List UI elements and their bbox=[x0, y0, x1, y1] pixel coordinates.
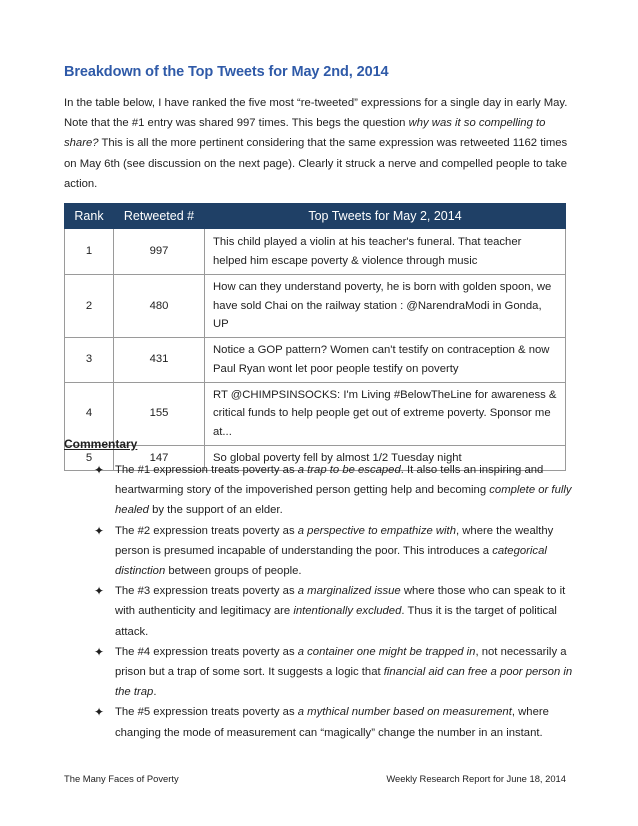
text-run: . It also tells an inspiring and heartwarming story of the impoverished person getting help and becoming bbox=[115, 464, 544, 497]
text-run: The #1 expression treats poverty as bbox=[115, 464, 298, 476]
list-item bbox=[64, 702, 574, 742]
header-top-tweets: Top Tweets for May 2, 2014 bbox=[205, 204, 566, 229]
tweet-text-cell: This child played a violin at his teacher's funeral. That teacher helped him escape poverty & violence through music bbox=[205, 229, 566, 275]
italic-run: financial aid can free a poor person in the trap bbox=[115, 666, 573, 699]
tweet-text-cell: Notice a GOP pattern? Women can't testify on contraception & now Paul Ryan wont let poor people testify on poverty bbox=[205, 337, 566, 382]
list-item bbox=[64, 521, 574, 582]
retweet-count-cell: 431 bbox=[114, 337, 205, 382]
rank-cell: 4 bbox=[65, 382, 114, 445]
table-row bbox=[65, 382, 566, 445]
table-row bbox=[65, 275, 566, 338]
italic-run: a marginalized issue bbox=[297, 585, 401, 598]
list-item bbox=[64, 460, 574, 521]
commentary-list bbox=[64, 460, 574, 743]
rank-cell: 2 bbox=[65, 275, 114, 338]
text-run: , where the wealthy person is presumed incapable of understanding the poor. This introduces a bbox=[115, 524, 554, 557]
four-pointed-star-icon: ✦ bbox=[94, 523, 105, 538]
four-pointed-star-icon: ✦ bbox=[94, 705, 105, 720]
text-run: where those who can speak to it with authenticity and legitimacy are bbox=[115, 585, 566, 618]
rank-cell: 3 bbox=[65, 337, 114, 382]
table-row bbox=[65, 229, 566, 275]
retweet-count-cell: 480 bbox=[114, 275, 205, 338]
text-run: , where changing the mode of measurement can “magically” change the number in an instant. bbox=[115, 706, 549, 739]
intro-question: why was it so compelling to share? bbox=[64, 117, 546, 150]
footer-right: Weekly Research Report for June 18, 2014 bbox=[386, 773, 566, 784]
text-run: The #3 expression treats poverty as bbox=[115, 585, 298, 598]
italic-run: categorical distinction bbox=[115, 544, 547, 578]
header-rank: Rank bbox=[65, 204, 114, 229]
tweet-text-cell: RT @CHIMPSINSOCKS: I'm Living #BelowTheLine for awareness & critical funds to help people get out of extreme poverty. Sponsor me at... bbox=[205, 382, 566, 445]
four-pointed-star-icon: ✦ bbox=[94, 584, 105, 599]
intro-paragraph bbox=[64, 93, 574, 194]
italic-run: complete or fully healed bbox=[115, 484, 572, 517]
text-run: The #4 expression treats poverty as bbox=[115, 645, 298, 658]
four-pointed-star-icon: ✦ bbox=[94, 644, 105, 659]
top-tweets-table bbox=[64, 203, 566, 471]
italic-run: a mythical number based on measurement bbox=[297, 706, 512, 719]
intro-text-1: In the table below, I have ranked the five most “re-tweeted” expressions for a single day in early May. Note that the #1 entry was shared 997 times. This begs the question bbox=[64, 97, 568, 130]
retweet-count-cell: 997 bbox=[114, 229, 205, 275]
list-item bbox=[64, 581, 574, 642]
text-run: . Thus it is the target of political attack. bbox=[115, 605, 557, 638]
text-run: The #5 expression treats poverty as bbox=[115, 706, 298, 719]
list-item bbox=[64, 642, 574, 703]
retweet-count-cell: 155 bbox=[114, 382, 205, 445]
rank-cell: 5 bbox=[65, 445, 114, 471]
four-pointed-star-icon: ✦ bbox=[94, 463, 105, 477]
header-retweeted: Retweeted # bbox=[114, 204, 205, 229]
tweet-text-cell: How can they understand poverty, he is born with golden spoon, we have sold Chai on the railway station : @NarendraModi in Gonda, UP bbox=[205, 275, 566, 338]
table-header-row bbox=[65, 204, 566, 229]
italic-run: a trap to be escaped bbox=[297, 464, 401, 476]
intro-text-2: This is all the more pertinent considering that the same expression was retweeted 1162 times on May 6th (see discussion on the next page). Clearly it struck a nerve and compelled people to take action. bbox=[64, 137, 568, 190]
text-run: by the support of an elder. bbox=[148, 504, 283, 517]
page-footer bbox=[64, 773, 566, 784]
footer-left: The Many Faces of Poverty bbox=[64, 773, 179, 784]
text-run: between groups of people. bbox=[165, 565, 302, 578]
italic-run: a container one might be trapped in bbox=[297, 645, 476, 658]
table-row bbox=[65, 337, 566, 382]
page-title: Breakdown of the Top Tweets for May 2nd, 2014 bbox=[64, 64, 389, 80]
retweet-count-cell: 147 bbox=[114, 445, 205, 471]
italic-run: intentionally excluded bbox=[293, 605, 402, 618]
text-run: , not necessarily a prison but a trap of some sort. It suggests a logic that bbox=[115, 645, 567, 679]
text-run: . bbox=[153, 686, 157, 699]
text-run: The #2 expression treats poverty as bbox=[115, 524, 298, 537]
italic-run: a perspective to empathize with bbox=[297, 524, 456, 537]
tweet-text-cell: So global poverty fell by almost 1/2 Tuesday night bbox=[205, 445, 566, 471]
rank-cell: 1 bbox=[65, 229, 114, 275]
commentary-heading: Commentary bbox=[64, 437, 138, 451]
